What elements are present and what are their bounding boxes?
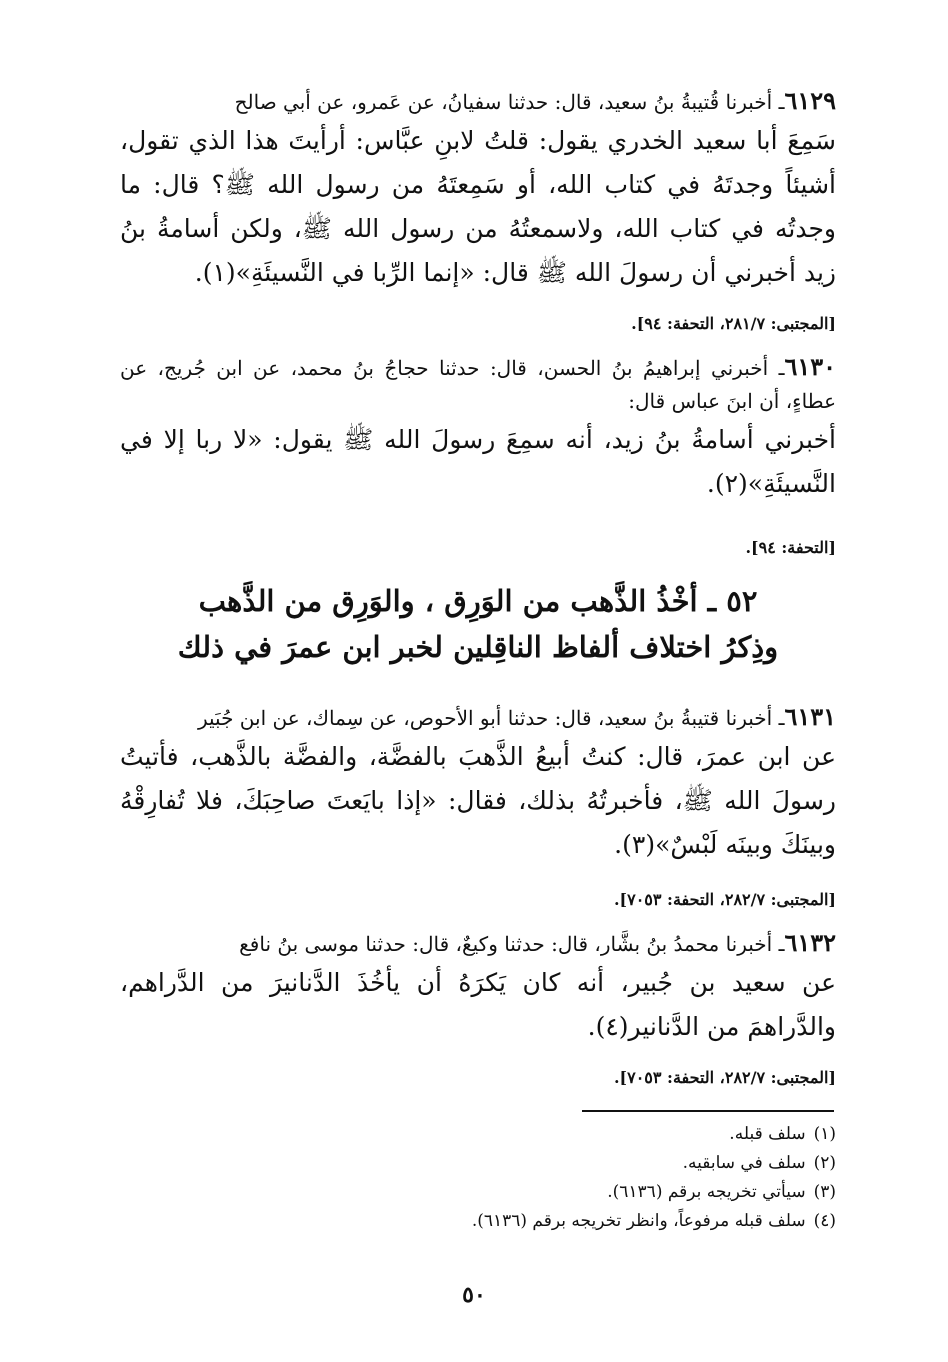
footnote-separator — [582, 1110, 834, 1112]
hadith-reference: [المجتبى: ٢٨١/٧، التحفة: ٩٤]. — [631, 314, 836, 333]
hadith-6130 — [120, 350, 836, 506]
hadith-text: عن سعيد بن جُبير، أنه كان يَكرَهُ أن يأخُذَ الدَّنانيرَ من الدَّراهم، والدَّراهمَ من الدَّنانير(٤). — [120, 968, 836, 1041]
footnote-text: سلف قبله. — [729, 1124, 806, 1144]
hadith-number: ٦١٣٢ — [784, 928, 836, 957]
chapter-title-line: ٥٢ ـ أخْذُ الذَّهب من الوَرِق ، والوَرِق من الذَّهب — [198, 584, 758, 618]
hadith-number: ٦١٢٩ — [784, 86, 836, 115]
hadith-6131 — [120, 700, 836, 867]
footnote — [380, 1178, 836, 1207]
footnote — [380, 1149, 836, 1178]
footnote — [380, 1207, 836, 1236]
chapter-title — [120, 578, 836, 670]
footnote-number: (٢) — [813, 1153, 836, 1173]
hadith-chain: ـ أخبرنا محمدُ بنُ بشَّار، قال: حدثنا وكيعٌ، قال: حدثنا موسى بنُ نافع — [239, 932, 785, 956]
footnote-text: سلف في سابقيه. — [682, 1153, 806, 1173]
hadith-number: ٦١٣١ — [784, 702, 836, 731]
hadith-number: ٦١٣٠ — [784, 352, 836, 381]
footnote-text: سلف قبله مرفوعاً، وانظر تخريجه برقم (٦١٣٦). — [471, 1211, 806, 1231]
page-number: ٥٠ — [462, 1282, 486, 1308]
hadith-6132 — [120, 926, 836, 1049]
footnote-text: سيأتي تخريجه برقم (٦١٣٦). — [607, 1182, 806, 1202]
footnotes — [380, 1120, 836, 1236]
footnote-number: (١) — [813, 1124, 836, 1144]
hadith-6129 — [120, 84, 836, 295]
hadith-chain: ـ أخبرني إبراهيمُ بنُ الحسن، قال: حدثنا حجاجُ بنُ محمد، عن ابن جُريج، عن عطاءٍ، أن ابنَ عباس قال: — [120, 356, 836, 413]
footnote-number: (٤) — [813, 1211, 836, 1231]
chapter-title-line: وذِكرُ اختلاف ألفاظ الناقِلين لخبر ابن عمرَ في ذلك — [177, 630, 779, 664]
hadith-isnad — [120, 84, 836, 119]
hadith-reference: [المجتبى: ٢٨٢/٧، التحفة: ٧٠٥٣]. — [613, 890, 836, 909]
hadith-chain: ـ أخبرنا قُتيبةُ بنُ سعيد، قال: حدثنا سفيانُ، عن عَمرو، عن أبي صالح — [234, 90, 785, 114]
hadith-isnad — [120, 700, 836, 735]
footnote-number: (٣) — [813, 1182, 836, 1202]
hadith-chain: ـ أخبرنا قتيبةُ بنُ سعيد، قال: حدثنا أبو الأحوص، عن سِماك، عن ابن جُبَير — [197, 706, 785, 730]
hadith-reference: [المجتبى: ٢٨٢/٧، التحفة: ٧٠٥٣]. — [613, 1068, 836, 1087]
hadith-text: أخبرني أسامةُ بنُ زيد، أنه سمِعَ رسولَ الله ﷺ يقول: «لا ربا إلا في النَّسيئَةِ»(٢). — [120, 425, 836, 498]
hadith-text: سَمِعَ أبا سعيد الخدري يقول: قلتُ لابنِ عبَّاس: أرأيتَ هذا الذي تقول، أشيئاً وجدتَهُ في كتاب الله، أو سَمِعتَهُ من رسول الله ﷺ؟ قال: ما وجدتُه في كتاب الله، ولاسمعتُهُ من رسول الله ﷺ، ولكن أسامةُ بنُ زيد أخبرني أن رسولَ الله ﷺ قال: «إنما الرِّبا في النَّسيئَةِ»(١). — [120, 126, 836, 287]
hadith-isnad — [120, 926, 836, 961]
hadith-isnad — [120, 350, 836, 418]
hadith-reference: [التحفة: ٩٤]. — [745, 538, 836, 557]
hadith-text: عن ابن عمرَ، قال: كنتُ أبيعُ الذَّهبَ بالفضَّة، والفضَّة بالذَّهب، فأتيتُ رسولَ الله ﷺ، فأخبرتُهُ بذلك، فقال: «إذا بايَعتَ صاحِبَكَ، فلا تُفارِقْهُ وبينَكَ وبينَه لَبْسٌ»(٣). — [120, 742, 836, 859]
footnote — [380, 1120, 836, 1149]
